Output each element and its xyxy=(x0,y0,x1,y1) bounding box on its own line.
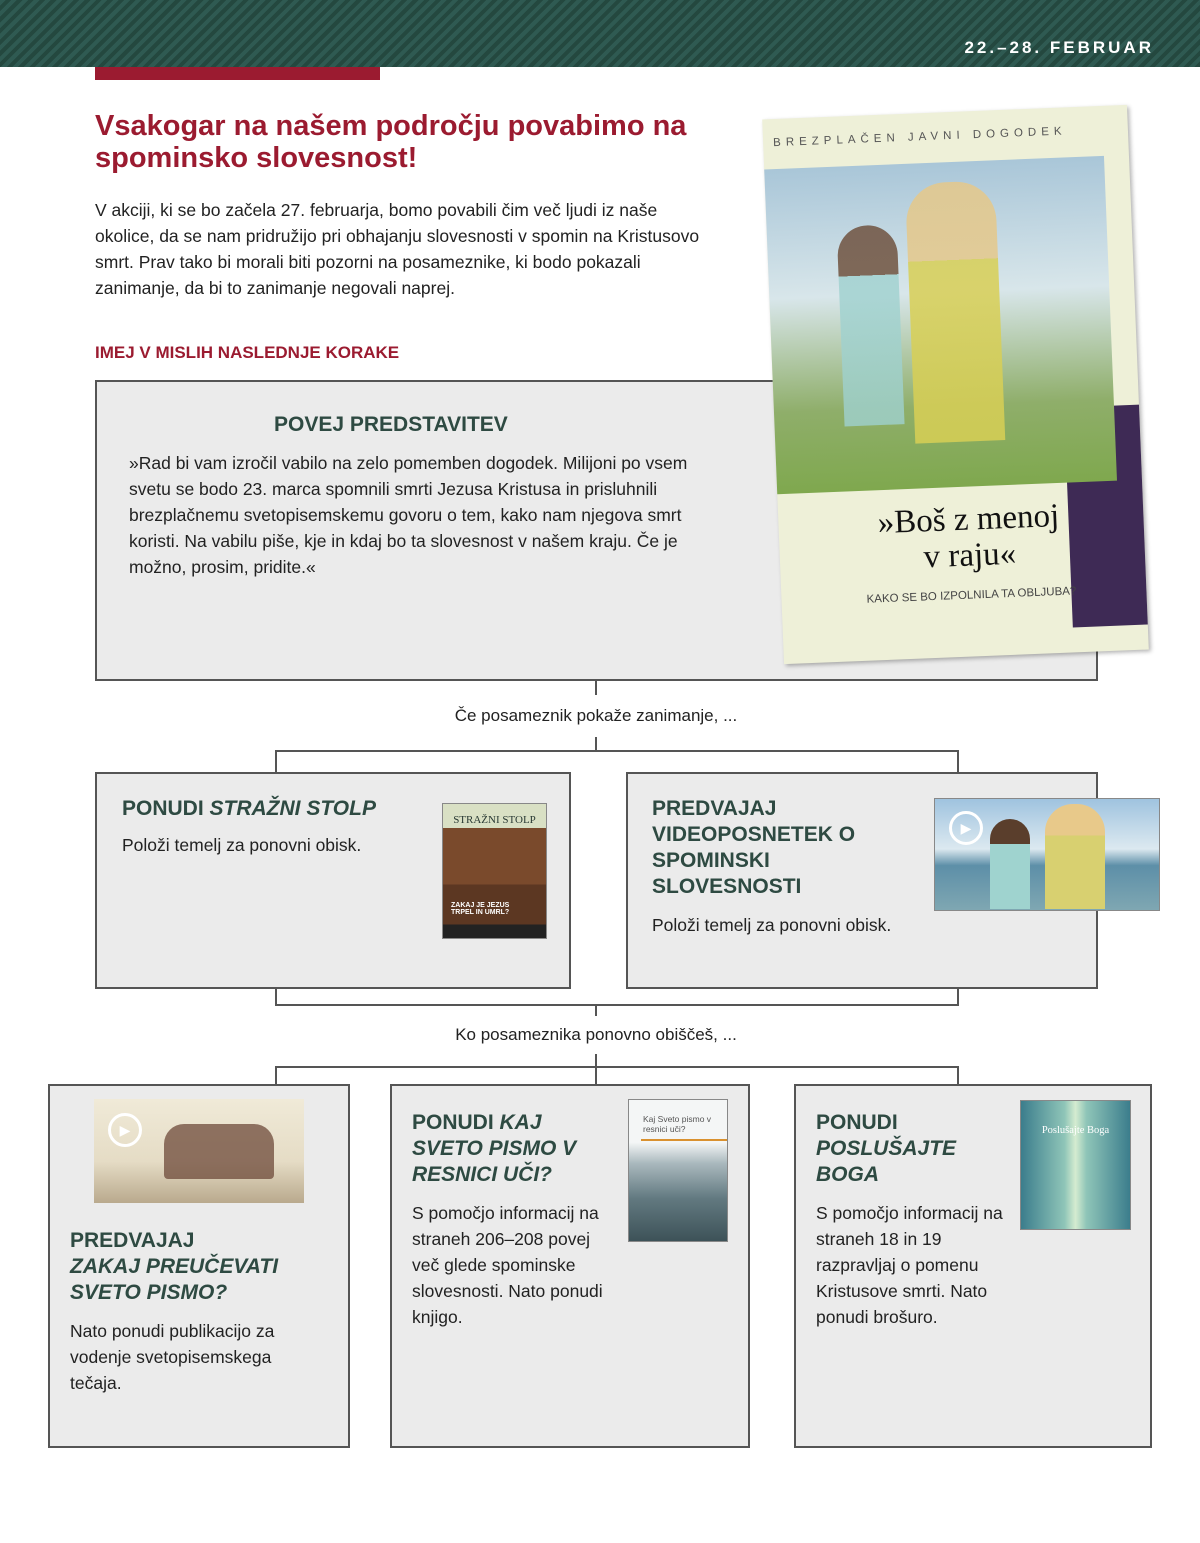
box-e-text: S pomočjo informacij na straneh 18 in 19 razpravljaj o pomenu Kristusove smrti. Nato ponudi brošuro. xyxy=(816,1203,1003,1327)
box-d-heading: PONUDI xyxy=(412,1111,500,1134)
box-d-heading-title: KAJ SVETO PISMO V RESNICI UČI? xyxy=(412,1111,577,1186)
box-a-text: Položi temelj za ponovni obisk. xyxy=(122,835,362,855)
box-e-heading-title: POSLUŠAJTE BOGA xyxy=(816,1137,957,1186)
steps-heading: IMEJ V MISLIH NASLEDNJE KORAKE xyxy=(95,343,400,362)
box-b-text: Položi temelj za ponovni obisk. xyxy=(652,915,892,935)
invitation-top-label: BREZPLAČEN JAVNI DOGODEK xyxy=(772,125,1067,150)
presentation-text: »Rad bi vam izročil vabilo na zelo pomemben dogodek. Milijoni po vsem svetu se bodo 23. marca spomnili smrti Jezusa Kristusa in prisluhnili brezplačnemu svetopisemskemu govoru o tem, kako nam njegova smrt koristi. Na vabilu piše, kje in kdaj bo ta slovesnost v našem kraju. Če je možno, prosim, pridite.« xyxy=(129,453,688,577)
box-a-heading-title: STRAŽNI STOLP xyxy=(209,797,376,820)
connector-line xyxy=(957,750,959,772)
box-watchtower xyxy=(95,772,571,989)
connector-text-1: Če posameznik pokaže zanimanje, ... xyxy=(454,706,738,725)
box-video xyxy=(626,772,1098,989)
memorial-video-thumbnail[interactable] xyxy=(934,798,1160,911)
invitation-image xyxy=(752,104,1159,664)
play-icon[interactable]: ▶ xyxy=(108,1113,142,1147)
page-title: Vsakogar na našem področju povabimo na spominsko slovesnost! xyxy=(95,110,687,174)
connector-line xyxy=(595,1004,597,1016)
bible-teach-cover: Kaj Sveto pismo v resnici uči? xyxy=(628,1099,728,1242)
connector-text-2: Ko posameznika ponovno obiščeš, ... xyxy=(455,1025,737,1044)
watchtower-cover: STRAŽNI STOLP ZAKAJ JE JEZUS TRPEL IN UMRL? xyxy=(442,803,547,939)
connector-line xyxy=(275,750,277,772)
box-a-heading: PONUDI xyxy=(122,797,210,820)
box-bible-study-video xyxy=(48,1084,350,1448)
connector-line xyxy=(275,1004,959,1006)
connector-line xyxy=(595,681,597,695)
connector-line xyxy=(275,750,959,752)
invitation-title-1: »Boš z menoj xyxy=(877,497,1060,542)
connector-line xyxy=(595,737,597,751)
box-e-heading: PONUDI xyxy=(816,1111,898,1134)
connector-line xyxy=(957,1066,959,1085)
box-c-heading-title: ZAKAJ PREUČEVATI SVETO PISMO? xyxy=(70,1255,279,1304)
play-icon[interactable]: ▶ xyxy=(949,811,983,845)
box-b-heading: PREDVAJAJ VIDEOPOSNETEK O SPOMINSKI SLOVESNOSTI xyxy=(652,797,856,898)
box-bible-teach xyxy=(390,1084,750,1448)
box-d-text: S pomočjo informacij na straneh 206–208 povej več glede spominske slovesnosti. Nato ponudi knjigo. xyxy=(412,1203,603,1327)
box-c-text: Nato ponudi publikacijo za vodenje svetopisemskega tečaja. xyxy=(70,1321,275,1393)
invitation-title-2: v raju« xyxy=(922,535,1017,576)
listen-to-god-cover: Poslušajte Boga xyxy=(1020,1100,1131,1230)
presentation-heading: POVEJ PREDSTAVITEV xyxy=(274,413,508,436)
bible-study-video-thumbnail[interactable] xyxy=(94,1099,304,1203)
week-date: 22.–28. FEBRUAR xyxy=(964,38,1154,57)
intro-text: V akciji, ki se bo začela 27. februarja, bomo povabili čim več ljudi iz naše okolice, da se nam pridružijo pri obhajanju slovesnosti v spomin na Kristusovo smrt. Prav tako bi morali biti pozorni na posameznike, ki bodo pokazali zanimanje, da bi to zanimanje negovali naprej. xyxy=(95,200,700,298)
box-c-heading: PREDVAJAJ xyxy=(70,1229,195,1252)
invitation-subtitle: KAKO SE BO IZPOLNILA TA OBLJUBA? xyxy=(866,585,1077,606)
connector-line xyxy=(275,1066,277,1085)
box-listen-to-god xyxy=(794,1084,1152,1448)
connector-line xyxy=(595,1066,597,1085)
accent-bar xyxy=(95,67,380,80)
connector-line xyxy=(275,1066,959,1068)
